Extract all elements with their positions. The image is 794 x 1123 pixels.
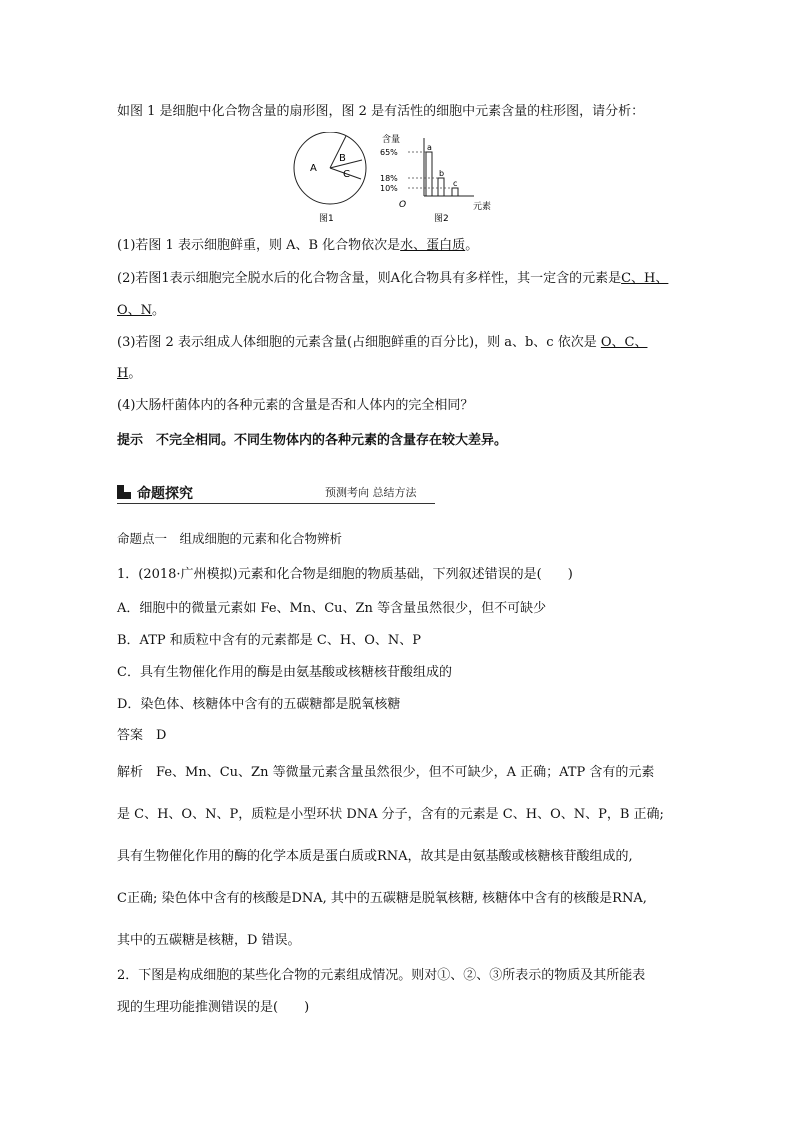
option-c: C．具有生物催化作用的酶是由氨基酸或核糖核苷酸组成的: [117, 665, 452, 680]
pie-divider-bc: [330, 160, 362, 168]
figure-1: [290, 132, 370, 226]
question-4: (4)大肠杆菌体内的各种元素的含量是否和人体内的完全相同？: [117, 398, 474, 413]
figure-2-origin: O: [399, 200, 407, 210]
option-d: D．染色体、核糖体中含有的五碳糖都是脱氧核糖: [117, 697, 401, 712]
pie-label-a: A: [310, 163, 317, 174]
bar-label-a: a: [427, 143, 432, 152]
option-a: A．细胞中的微量元素如 Fe、Mn、Cu、Zn 等含量虽然很少，但不可缺少: [117, 601, 547, 616]
answer-value: D: [156, 728, 167, 743]
hint-text: 不完全相同。不同生物体内的各种元素的含量存在较大差异。: [156, 433, 508, 448]
q3-answer-part1: O、C、: [600, 335, 648, 350]
figure-2-bars: [408, 143, 458, 196]
q1-stem: (1)若图 1 表示细胞鲜重，则 A、B 化合物依次是: [117, 238, 401, 253]
section-square-icon: [117, 485, 131, 499]
bar-label-c: c: [453, 179, 458, 188]
question-1: [117, 237, 478, 255]
analysis-label: 解析: [117, 765, 144, 780]
question-2-line2: [117, 302, 165, 320]
tick-10: 10%: [380, 184, 398, 193]
hint: [117, 432, 507, 450]
point-heading: 命题点一 组成细胞的元素和化合物辨析: [117, 531, 343, 546]
pie-label-b: B: [339, 153, 346, 164]
option-b: B．ATP 和质粒中含有的元素都是 C、H、O、N、P: [117, 633, 421, 648]
answer-label: 答案: [117, 728, 144, 743]
item-2-stem-line2: 现的生理功能推测错误的是( ): [117, 1000, 310, 1015]
section-header: [117, 483, 435, 503]
answer: [117, 727, 166, 745]
q3-end: 。: [128, 366, 142, 381]
analysis-line-5: 其中的五碳糖是核糖，D 错误。: [117, 933, 301, 948]
q3-stem: (3)若图 2 表示组成人体细胞的元素含量(占细胞鲜重的百分比)，则 a、b、c 依次是: [117, 335, 597, 350]
analysis-line-1: [117, 764, 654, 782]
hint-label: 提示: [117, 433, 144, 448]
bar-b: [438, 178, 444, 196]
q1-answer: 水、蛋白质: [400, 238, 466, 253]
pie-label-c: C: [343, 169, 350, 180]
q2-end: 。: [152, 303, 166, 318]
intro-text: 如图 1 是细胞中化合物含量的扇形图，图 2 是有活性的细胞中元素含量的柱形图，请分析：: [117, 104, 645, 119]
tick-18: 18%: [380, 174, 398, 183]
question-3-line2: [117, 365, 141, 383]
bar-a: [426, 152, 432, 196]
q3-answer-part2: H: [117, 366, 129, 381]
question-3-line1: [117, 334, 647, 352]
q1-end: 。: [465, 238, 479, 253]
bar-c: [452, 188, 458, 196]
figure-2-caption: 图2: [434, 214, 449, 224]
figure-2-ylabel: 含量: [382, 135, 401, 145]
analysis-text-1: Fe、Mn、Cu、Zn 等微量元素含量虽然很少，但不可缺少，A 正确；ATP 含有的元素: [156, 765, 655, 780]
analysis-line-2: 是 C、H、O、N、P，质粒是小型环状 DNA 分子，含有的元素是 C、H、O、N、P，B 正确;: [117, 807, 664, 822]
item-2-stem-line1: 2．下图是构成细胞的某些化合物的元素组成情况。则对①、②、③所表示的物质及其所能表: [117, 968, 646, 983]
section-rule: [117, 503, 435, 504]
section-subtitle: 预测考向 总结方法: [325, 486, 417, 499]
section-title: 命题探究: [137, 486, 193, 502]
figure-1-caption: 图1: [319, 214, 334, 224]
item-1-stem: 1．(2018·广州模拟)元素和化合物是细胞的物质基础，下列叙述错误的是( ): [117, 567, 573, 582]
q2-answer-part2: O、N: [117, 303, 153, 318]
analysis-line-4: C正确; 染色体中含有的核酸是DNA, 其中的五碳糖是脱氧核糖, 核糖体中含有的核酸是RNA,: [117, 891, 647, 906]
analysis-line-3: 具有生物催化作用的酶的化学本质是蛋白质或RNA，故其是由氨基酸或核糖核苷酸组成的,: [117, 849, 633, 864]
q2-answer-part1: C、H、: [621, 271, 669, 286]
figure-2-xlabel: 元素: [473, 202, 492, 212]
tick-65: 65%: [380, 148, 398, 157]
bar-label-b: b: [439, 169, 445, 178]
q2-stem: (2)若图1表示细胞完全脱水后的化合物含量，则A化合物具有多样性，其一定含的元素是: [117, 271, 622, 286]
question-2-line1: [117, 270, 668, 288]
figure-2: [380, 130, 500, 226]
